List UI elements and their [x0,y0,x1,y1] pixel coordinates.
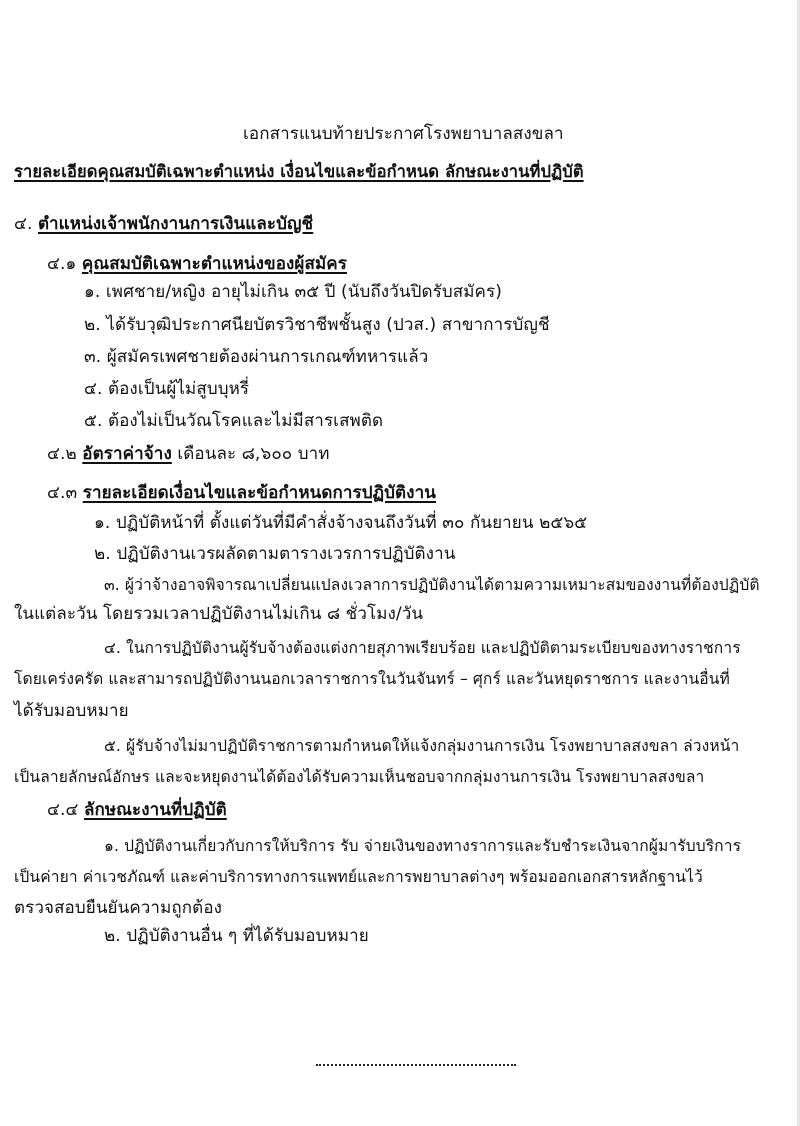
duty-item-1-line-1: ๑. ปฏิบัติงานเกี่ยวกับการให้บริการ รับ จ่ายเงินของทางราการและรับชำระเงินจากผู้มารับบริการ [104,837,742,855]
qualification-item-2: ๒. ได้รับวุฒิประกาศนียบัตรวิชาชีพชั้นสูง (ปวส.) สาขาการบัญชี [84,315,550,335]
condition-item-4-line-3: ได้รับมอบหมาย [14,701,129,721]
position-heading [14,213,313,235]
section-4-2-title: อัตราค่าจ้าง [82,444,172,464]
condition-item-3-line-2: ในแต่ละวัน โดยรวมเวลาปฏิบัติงานไม่เกิน ๘ ชั่วโมง/วัน [14,604,424,624]
section-4-3-number: ๔.๓ [47,483,78,503]
qualification-item-3: ๓. ผู้สมัครเพศชายต้องผ่านการเกณฑ์ทหารแล้ว [84,347,429,367]
qualification-item-1: ๑. เพศชาย/หญิง อายุไม่เกิน ๓๕ ปี (นับถึงวันปิดรับสมัคร) [84,282,502,302]
qualification-item-5: ๕. ต้องไม่เป็นวัณโรคและไม่มีสารเสพติด [84,411,384,431]
condition-item-1: ๑. ปฏิบัติหน้าที่ ตั้งแต่วันที่มีคำสั่งจ้างจนถึงวันที่ ๓๐ กันยายน ๒๕๖๕ [94,513,588,533]
condition-item-3-line-1: ๓. ผู้ว่าจ้างอาจพิจารณาเปลี่ยนแปลงเวลาการปฏิบัติงานได้ตามความเหมาะสมของงานที่ต้องปฏิบัติ [104,576,760,594]
condition-item-4-line-1: ๔. ในการปฏิบัติงานผู้รับจ้างต้องแต่งกายสุภาพเรียบร้อย และปฏิบัติตามระเบียบของทางราชการ [104,639,741,657]
section-4-3-heading [47,482,436,504]
section-4-2-number: ๔.๒ [47,444,77,464]
document-header: เอกสารแนบท้ายประกาศโรงพยาบาลสงขลา [243,124,564,144]
section-4-1-title: คุณสมบัติเฉพาะตำแหน่งของผู้สมัคร [81,254,347,274]
section-4-2-heading [47,443,330,465]
condition-item-5-line-1: ๕. ผู้รับจ้างไม่มาปฏิบัติราชการตามกำหนดให้แจ้งกลุ่มงานการเงิน โรงพยาบาลสงขลา ล่วงหน้า [104,737,740,755]
dotted-line-divider [316,1064,516,1066]
qualification-item-4: ๔. ต้องเป็นผู้ไม่สูบบุหรี่ [84,379,250,399]
section-4-4-title: ลักษณะงานที่ปฏิบัติ [83,800,227,820]
section-4-4-number: ๔.๔ [47,800,79,820]
section-4-1-heading [47,253,347,275]
wage-value: เดือนละ ๘,๖๐๐ บาท [177,444,330,464]
section-4-1-number: ๔.๑ [47,254,77,274]
duty-item-1-line-3: ตรวจสอบยืนยันความถูกต้อง [14,898,223,918]
position-title: ตำแหน่งเจ้าพนักงานการเงินและบัญชี [38,214,314,234]
condition-item-5-line-2: เป็นลายลักษณ์อักษร และจะหยุดงานได้ต้องได้รับความเห็นชอบจากกลุ่มงานการเงิน โรงพยาบาลสงขลา [14,768,705,786]
duty-item-2: ๒. ปฏิบัติงานอื่น ๆ ที่ได้รับมอบหมาย [104,926,369,946]
duty-item-1-line-2: เป็นค่ายา ค่าเวชภัณฑ์ และค่าบริการทางการแพทย์และการพยาบาลต่างๆ พร้อมออกเอกสารหลักฐานไว้ [14,868,703,886]
section-4-3-title: รายละเอียดเงื่อนไขและข้อกำหนดการปฏิบัติงาน [82,483,436,503]
document-subheader: รายละเอียดคุณสมบัติเฉพาะตำแหน่ง เงื่อนไขและข้อกำหนด ลักษณะงานที่ปฏิบัติ [14,162,584,181]
condition-item-2: ๒. ปฏิบัติงานเวรผลัดตามตารางเวรการปฏิบัติงาน [94,544,456,564]
position-number: ๔. [14,214,33,234]
condition-item-4-line-2: โดยเคร่งครัด และสามารถปฏิบัติงานนอกเวลาราชการในวันจันทร์ – ศุกร์ และวันหยุดราชการ และงานอื่นที่ [14,670,730,688]
section-4-4-heading [47,799,227,821]
